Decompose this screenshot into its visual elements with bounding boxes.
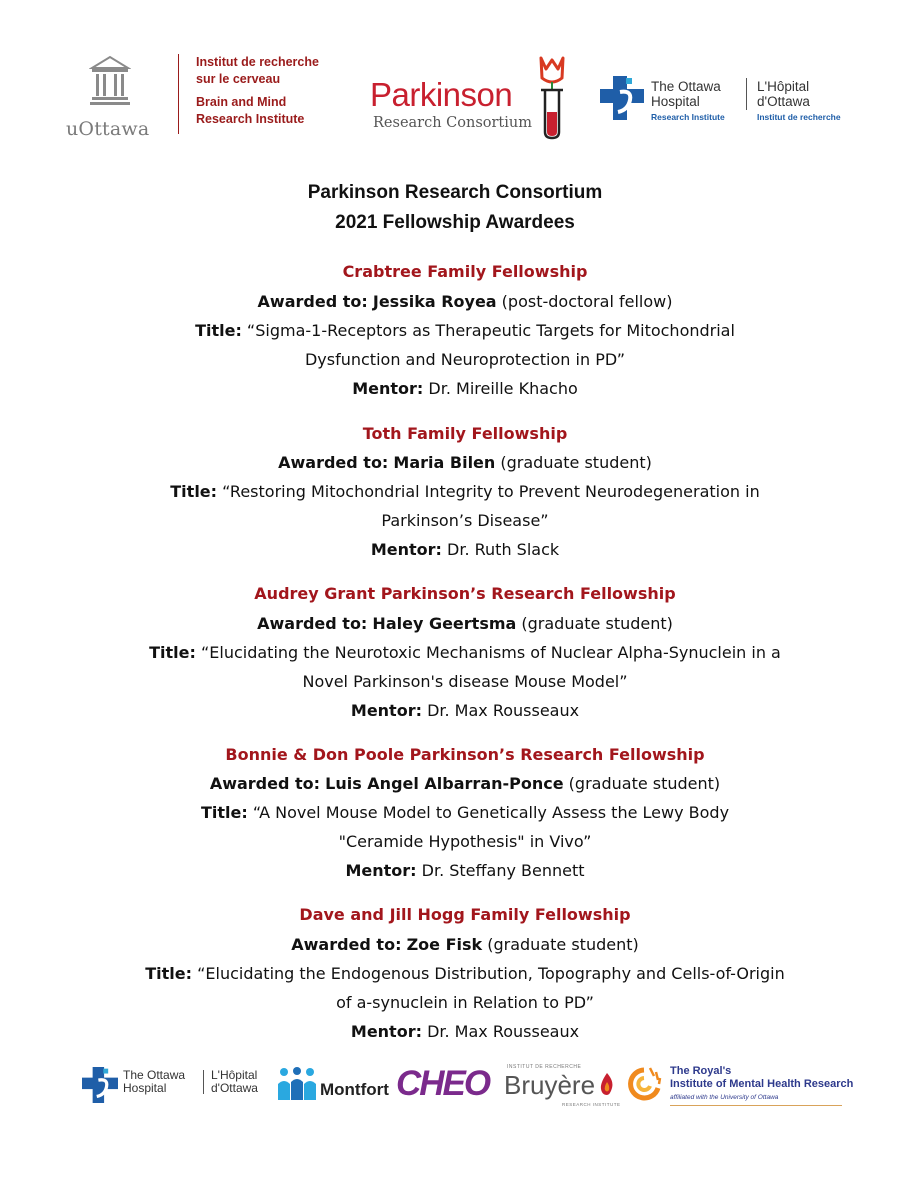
mentor-label: Mentor: bbox=[350, 1022, 422, 1041]
mentor-line bbox=[0, 861, 910, 880]
project-title-line-1 bbox=[0, 643, 910, 662]
project-title-line-1 bbox=[0, 964, 910, 983]
header-logos bbox=[0, 40, 910, 150]
footer-ottawa-hospital-fr bbox=[211, 1069, 258, 1095]
project-title-line-1 bbox=[0, 321, 910, 340]
uottawa-divider bbox=[178, 54, 179, 134]
awardee-name: Luis Angel Albarran-Ponce bbox=[325, 774, 564, 793]
project-title-line-2: of a-synuclein in Relation to PD” bbox=[336, 993, 594, 1012]
mentor-label: Mentor: bbox=[345, 861, 417, 880]
mentor-line bbox=[0, 701, 910, 720]
bruyere-wordmark: Bruyère bbox=[504, 1070, 596, 1100]
montfort-wordmark: Montfort bbox=[320, 1080, 389, 1099]
ottawa-hospital-fr-line-1: L'Hôpital bbox=[757, 79, 810, 94]
royal-line-2: Institute of Mental Health Research bbox=[670, 1077, 854, 1090]
bmri-fr-line-2: sur le cerveau bbox=[196, 71, 281, 86]
footer-toh-fr-line-2: d'Ottawa bbox=[211, 1081, 258, 1095]
royal-sun-icon bbox=[624, 1064, 664, 1104]
project-title-line-2: Parkinson’s Disease” bbox=[381, 511, 549, 530]
royal-line-1: The Royal's bbox=[670, 1065, 732, 1077]
awardee-role: (graduate student) bbox=[516, 614, 673, 633]
ottawa-hospital-ri-logo bbox=[600, 76, 870, 136]
project-title-line-2: Dysfunction and Neuroprotection in PD” bbox=[304, 350, 626, 369]
awardee-name: Zoe Fisk bbox=[406, 935, 483, 954]
cheo-wordmark: CHEO bbox=[396, 1064, 490, 1103]
mentor-line bbox=[0, 540, 910, 559]
bruyere-flame-icon bbox=[598, 1072, 616, 1096]
mentor-label: Mentor: bbox=[370, 540, 442, 559]
mentor-label: Mentor: bbox=[352, 379, 424, 398]
awarded-to-label: Awarded to: bbox=[209, 774, 321, 793]
footer-ottawa-hospital-divider bbox=[203, 1070, 204, 1094]
award-name: Crabtree Family Fellowship bbox=[342, 262, 588, 281]
mentor-label: Mentor: bbox=[350, 701, 422, 720]
ottawa-hospital-fr bbox=[757, 79, 810, 109]
awarded-to-label: Awarded to: bbox=[257, 292, 368, 311]
ottawa-hospital-ri-en: Research Institute bbox=[651, 112, 725, 122]
awardee-line bbox=[0, 614, 910, 633]
awardee-role: (graduate student) bbox=[495, 453, 652, 472]
awarded-to-label: Awarded to: bbox=[257, 614, 368, 633]
awardee-name: Jessika Royea bbox=[372, 292, 497, 311]
project-title-line-1 bbox=[0, 803, 910, 822]
title-label: Title: bbox=[170, 482, 218, 501]
title-label: Title: bbox=[195, 321, 242, 340]
tulip-test-tube-icon bbox=[531, 54, 573, 140]
mentor-name: Dr. Steffany Bennett bbox=[416, 861, 585, 880]
title-label: Title: bbox=[145, 964, 193, 983]
award-name: Audrey Grant Parkinson’s Research Fellowship bbox=[254, 584, 676, 603]
project-title-text: “Restoring Mitochondrial Integrity to Prevent Neurodegeneration in bbox=[217, 482, 760, 501]
awardee-line bbox=[0, 935, 910, 954]
bmri-fr-line-1: Institut de recherche bbox=[196, 55, 319, 69]
ottawa-hospital-cross-icon bbox=[600, 76, 644, 120]
footer-toh-en-line-2: Hospital bbox=[123, 1081, 167, 1095]
awardee-role: (graduate student) bbox=[482, 935, 639, 954]
parkinson-wordmark: Parkinson bbox=[370, 76, 513, 113]
awardee-role: (graduate student) bbox=[563, 774, 721, 793]
mentor-name: Dr. Mireille Khacho bbox=[423, 379, 578, 398]
project-title-line-1 bbox=[0, 482, 910, 501]
mentor-name: Dr. Max Rousseaux bbox=[421, 701, 580, 720]
bmri-en-line-2: Research Institute bbox=[196, 111, 305, 126]
uottawa-building-icon bbox=[89, 54, 131, 106]
royal-underline bbox=[670, 1105, 842, 1106]
royal-affiliation: affiliated with the University of Ottawa bbox=[670, 1094, 779, 1101]
awarded-to-label: Awarded to: bbox=[278, 453, 389, 472]
award-name: Bonnie & Don Poole Parkinson’s Research Fellowship bbox=[225, 745, 705, 764]
partner-logos-footer bbox=[0, 1062, 910, 1112]
award-name: Toth Family Fellowship bbox=[362, 424, 568, 443]
parkinson-subtitle: Research Consortium bbox=[373, 115, 532, 131]
montfort-people-icon bbox=[276, 1066, 318, 1102]
ottawa-hospital-divider bbox=[746, 78, 747, 110]
footer-toh-en-line-1: The Ottawa bbox=[123, 1068, 186, 1082]
uottawa-wordmark: uOttawa bbox=[66, 118, 150, 140]
project-title-line-2: "Ceramide Hypothesis" in Vivo” bbox=[338, 832, 592, 851]
bruyere-top-text: INSTITUT DE RECHERCHE bbox=[507, 1064, 582, 1070]
ottawa-hospital-fr-line-2: d'Ottawa bbox=[757, 94, 810, 109]
awardee-line bbox=[0, 292, 910, 311]
awardee-name: Maria Bilen bbox=[393, 453, 496, 472]
footer-toh-fr-line-1: L'Hôpital bbox=[211, 1068, 258, 1082]
awardee-line bbox=[0, 453, 910, 472]
ottawa-hospital-en-line-1: The Ottawa bbox=[651, 79, 721, 94]
project-title-text: “Sigma-1-Receptors as Therapeutic Targets for Mitochondrial bbox=[241, 321, 735, 340]
ottawa-hospital-en-line-2: Hospital bbox=[651, 94, 700, 109]
awarded-to-label: Awarded to: bbox=[291, 935, 402, 954]
ottawa-hospital-ri-fr: Institut de recherche bbox=[757, 112, 841, 122]
bruyere-bottom-text: RESEARCH INSTITUTE bbox=[562, 1102, 621, 1107]
title-label: Title: bbox=[149, 643, 196, 662]
project-title-text: “A Novel Mouse Model to Genetically Assess the Lewy Body bbox=[247, 803, 730, 822]
bmri-en-line-1: Brain and Mind bbox=[196, 95, 287, 109]
awardee-role: (post-doctoral fellow) bbox=[496, 292, 673, 311]
uottawa-logo bbox=[66, 54, 162, 144]
bmri-institute-text bbox=[196, 54, 319, 127]
footer-ottawa-hospital-en bbox=[123, 1069, 185, 1095]
awardee-name: Haley Geertsma bbox=[372, 614, 517, 633]
parkinson-consortium-logo bbox=[370, 54, 575, 140]
royal-imhr-text bbox=[670, 1065, 853, 1105]
awardee-line bbox=[0, 774, 910, 793]
title-label: Title: bbox=[200, 803, 248, 822]
project-title-text: “Elucidating the Endogenous Distribution, Topography and Cells-of-Origin bbox=[192, 964, 785, 983]
document-title-line-1: Parkinson Research Consortium bbox=[307, 182, 603, 203]
document-title-line-2: 2021 Fellowship Awardees bbox=[335, 212, 575, 233]
project-title-line-2: Novel Parkinson's disease Mouse Model” bbox=[302, 672, 628, 691]
mentor-name: Dr. Ruth Slack bbox=[441, 540, 560, 559]
ottawa-hospital-cross-icon bbox=[82, 1067, 118, 1103]
ottawa-hospital-en bbox=[651, 79, 721, 109]
award-name: Dave and Jill Hogg Family Fellowship bbox=[299, 905, 631, 924]
mentor-line bbox=[0, 1022, 910, 1041]
project-title-text: “Elucidating the Neurotoxic Mechanisms of Nuclear Alpha-Synuclein in a bbox=[195, 643, 781, 662]
mentor-name: Dr. Max Rousseaux bbox=[421, 1022, 580, 1041]
mentor-line bbox=[0, 379, 910, 398]
